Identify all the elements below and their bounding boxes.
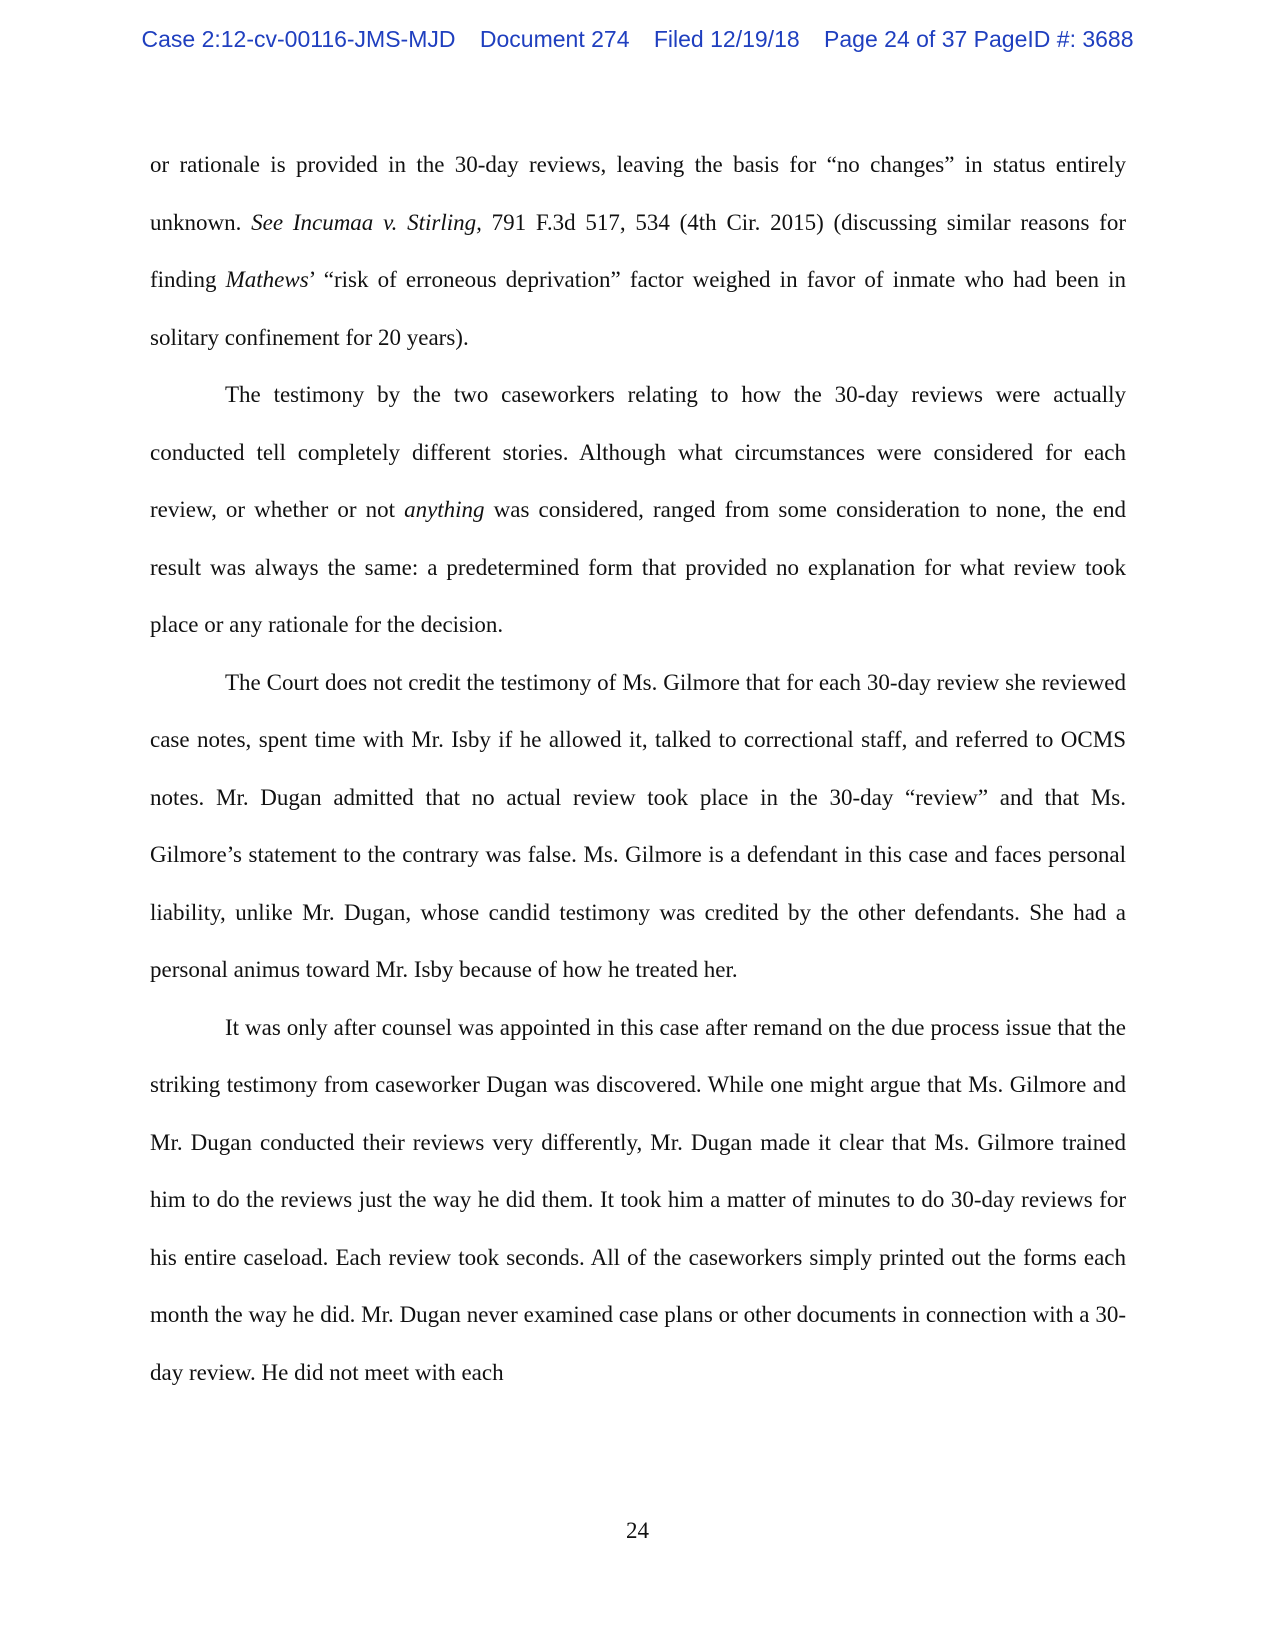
paragraph-3: The Court does not credit the testimony of Ms. Gilmore that for each 30-day review she reviewed case notes, spent time with Mr. Isby if he allowed it, talked to correctional staff, and referred to OCMS notes. Mr. Dugan admitted that no actual review took place in the 30-day “review” and that Ms. Gilmore’s statement to the contrary was false. Ms. Gilmore is a defendant in this case and faces personal liability, unlike Mr. Dugan, whose candid testimony was credited by the other defendants. She had a personal animus toward Mr. Isby because of how he treated her.: [150, 669, 1126, 982]
document-body: [150, 136, 1126, 1401]
document-number: Document 274: [479, 26, 630, 52]
paragraph-1: or rationale is provided in the 30-day reviews, leaving the basis for “no changes” in status entirely unknown. See Incumaa v. Stirling, 791 F.3d 517, 534 (4th Cir. 2015) (discussing similar reasons for finding Mathews’ “risk of erroneous deprivation” factor weighed in favor of inmate who had been in solitary confinement for 20 years).: [150, 152, 1126, 350]
case-citation: See Incumaa v. Stirling,: [251, 209, 482, 235]
page-info: Page 24 of 37 PageID #: 3688: [824, 26, 1134, 52]
page-number: 24: [626, 1518, 649, 1543]
case-number: Case 2:12-cv-00116-JMS-MJD: [141, 26, 456, 52]
case-header: [0, 26, 1275, 53]
mathews-citation: Mathews: [225, 267, 309, 292]
emphasis-anything: anything: [404, 497, 485, 522]
paragraph-2: The testimony by the two caseworkers relating to how the 30-day reviews were actually conducted tell completely different stories. Although what circumstances were considered for each review, or whether or not anything was considered, ranged from some consideration to none, the end result was always the same: a predetermined form that provided no explanation for what review took place or any rationale for the decision.: [150, 382, 1126, 637]
paragraph-4: It was only after counsel was appointed in this case after remand on the due process issue that the striking testimony from caseworker Dugan was discovered. While one might argue that Ms. Gilmore and Mr. Dugan conducted their reviews very differently, Mr. Dugan made it clear that Ms. Gilmore trained him to do the reviews just the way he did them. It took him a matter of minutes to do 30-day reviews for his entire caseload. Each review took seconds. All of the caseworkers simply printed out the forms each month the way he did. Mr. Dugan never examined case plans or other documents in connection with a 30-day review. He did not meet with each: [150, 1014, 1126, 1385]
filed-date: Filed 12/19/18: [653, 26, 800, 52]
